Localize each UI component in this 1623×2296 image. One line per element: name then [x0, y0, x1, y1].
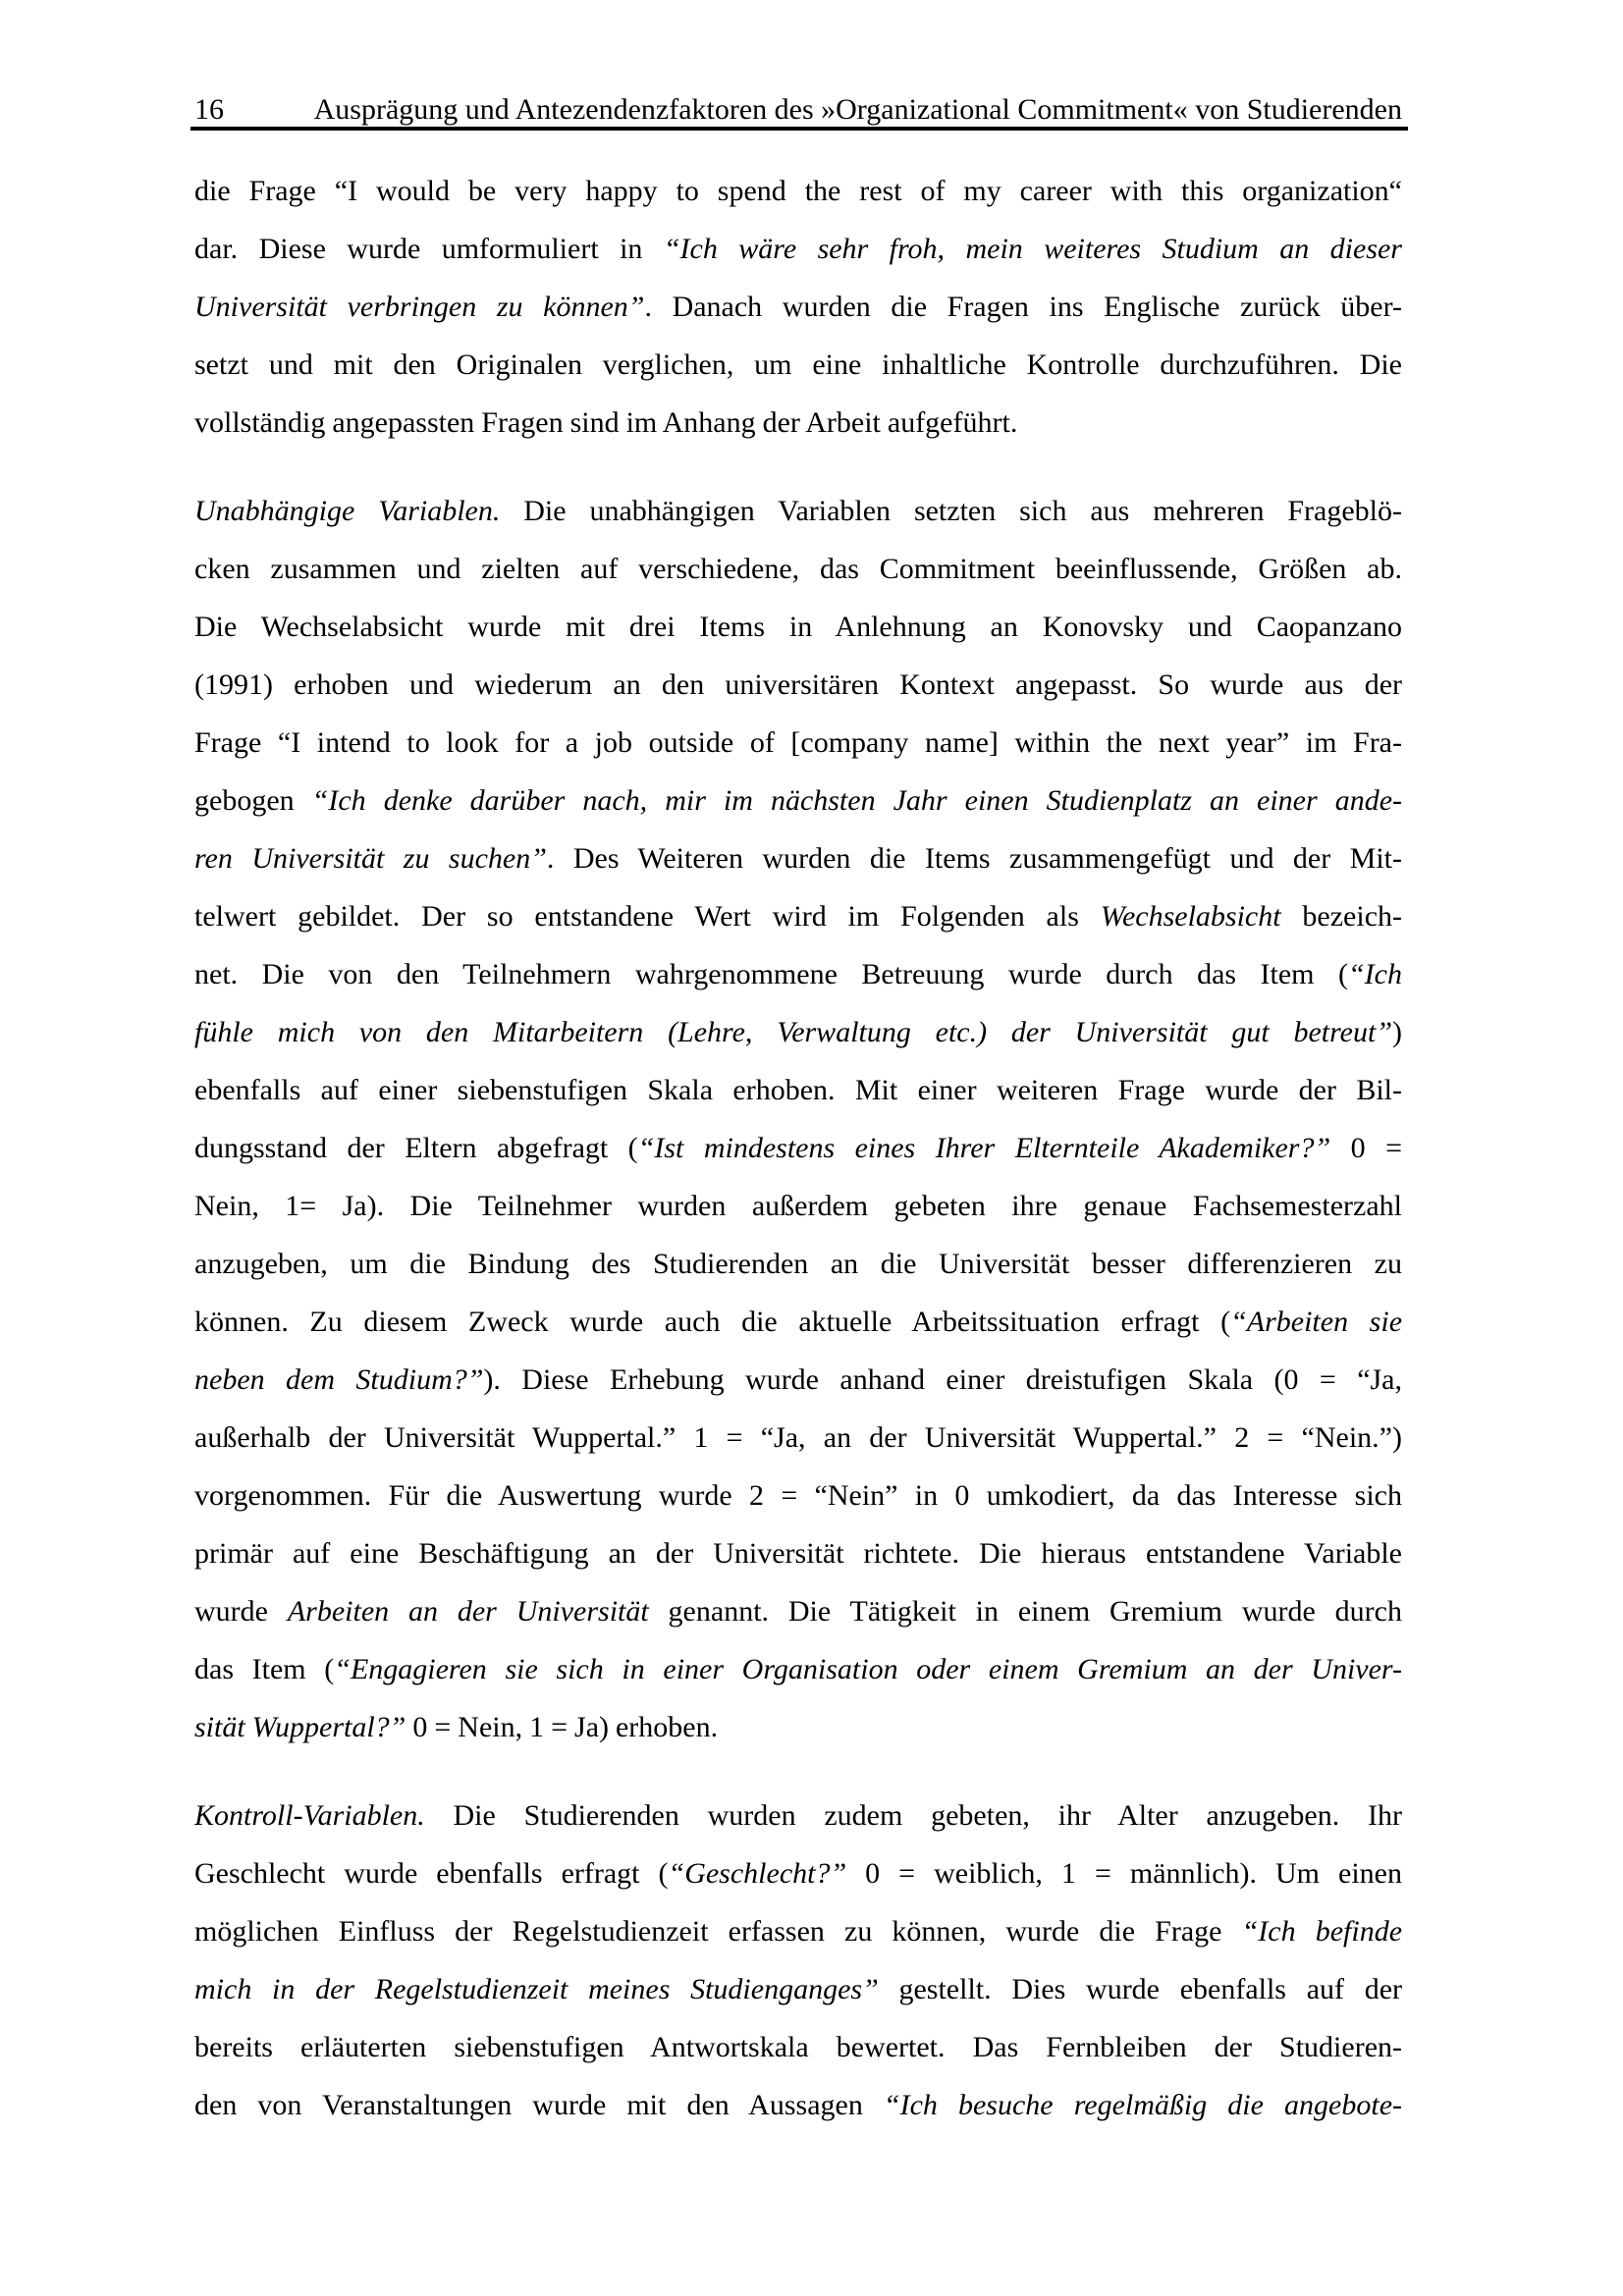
italic-text-segment: neben dem Studium?”	[194, 1363, 484, 1396]
text-segment: 0 =	[1330, 1132, 1402, 1164]
text-line	[194, 1351, 1402, 1409]
running-head: Ausprägung und Antezendenzfaktoren des »Organizational Commitment« von Studierenden	[313, 93, 1402, 126]
text-line	[194, 1235, 1402, 1293]
italic-text-segment: Unabhängige Variablen.	[194, 495, 501, 527]
paragraph-p2	[194, 482, 1402, 1756]
text-segment: net. Die von den Teilnehmern wahrgenommene Betreuung wurde durch das Item (	[194, 958, 1348, 990]
text-segment: (1991) erhoben und wiederum an den universitären Kontext angepasst. So wurde aus der	[194, 668, 1402, 701]
text-segment: außerhalb der Universität Wuppertal.” 1 = “Ja, an der Universität Wuppertal.” 2 = “Nein.”)	[194, 1421, 1402, 1454]
text-line	[194, 1467, 1402, 1524]
text-line	[194, 714, 1402, 772]
text-segment: möglichen Einfluss der Regelstudienzeit erfassen zu können, wurde die Frage	[194, 1915, 1242, 1948]
text-segment: vollständig angepassten Fragen sind im Anhang der Arbeit aufgeführt.	[194, 406, 1018, 439]
italic-text-segment: Kontroll-Variablen.	[194, 1799, 425, 1832]
text-segment: dungsstand der Eltern abgefragt (	[194, 1132, 638, 1164]
text-segment: telwert gebildet. Der so entstandene Wert wird im Folgenden als	[194, 900, 1101, 933]
italic-text-segment: ren Universität zu suchen”	[194, 842, 547, 875]
italic-text-segment: Universität verbringen zu können”	[194, 291, 645, 323]
text-segment: Geschlecht wurde ebenfalls erfragt (	[194, 1857, 669, 1890]
italic-text-segment: “Ich wäre sehr froh, mein weiteres Studium an dieser	[663, 233, 1402, 265]
text-segment: den von Veranstaltungen wurde mit den Aussagen	[194, 2089, 884, 2121]
text-segment: gestellt. Dies wurde ebenfalls auf der	[878, 1973, 1402, 2005]
text-segment: 0 = weiblich, 1 = männlich). Um einen	[846, 1857, 1402, 1890]
italic-text-segment: fühle mich von den Mitarbeitern (Lehre, Verwaltung etc.) der Universität gut betreut”	[194, 1016, 1392, 1048]
italic-text-segment: “Engagieren sie sich in einer Organisation oder einem Gremium an der Univer-	[334, 1653, 1402, 1685]
text-segment: vorgenommen. Für die Auswertung wurde 2 = “Nein” in 0 umkodiert, da das Interesse sich	[194, 1479, 1402, 1512]
italic-text-segment: “Ich besuche regelmäßig die angebote-	[883, 2089, 1402, 2121]
text-line	[194, 1061, 1402, 1119]
italic-text-segment: “Geschlecht?”	[668, 1857, 847, 1890]
text-line	[194, 887, 1402, 945]
text-segment: Frage “I intend to look for a job outside of [company name] within the next year” im Fra-	[194, 726, 1402, 759]
text-line	[194, 1787, 1402, 1844]
text-line	[194, 1844, 1402, 1902]
page-number: 16	[194, 93, 224, 126]
text-segment: setzt und mit den Originalen verglichen, um eine inhaltliche Kontrolle durchzuführen. Die	[194, 348, 1402, 381]
italic-text-segment: Wechselabsicht	[1100, 900, 1281, 933]
text-segment: primär auf eine Beschäftigung an der Universität richtete. Die hieraus entstandene Variable	[194, 1537, 1402, 1570]
text-segment: dar. Diese wurde umformuliert in	[194, 233, 664, 265]
italic-text-segment: mich in der Regelstudienzeit meines Studienganges”	[194, 1973, 879, 2005]
text-segment: das Item (	[194, 1653, 335, 1685]
text-line	[194, 394, 1402, 452]
text-line	[194, 945, 1402, 1003]
page-header	[194, 92, 1402, 128]
text-segment: )	[1392, 1016, 1402, 1048]
text-segment: . Danach wurden die Fragen ins Englische zurück über-	[644, 291, 1402, 323]
text-line	[194, 162, 1402, 220]
text-segment: können. Zu diesem Zweck wurde auch die aktuelle Arbeitssituation erfragt (	[194, 1306, 1231, 1338]
text-segment: Die Studierenden wurden zudem gebeten, ihr Alter anzugeben. Ihr	[424, 1799, 1402, 1832]
text-segment: genannt. Die Tätigkeit in einem Gremium wurde durch	[648, 1595, 1402, 1628]
text-line	[194, 1960, 1402, 2018]
text-segment: wurde	[194, 1595, 288, 1628]
text-line	[194, 829, 1402, 887]
text-line	[194, 1640, 1402, 1698]
text-line	[194, 1698, 1402, 1756]
text-line	[194, 2018, 1402, 2076]
text-segment: die Frage “I would be very happy to spend the rest of my career with this organization“	[194, 175, 1402, 207]
header-rule	[190, 127, 1408, 131]
text-segment: gebogen	[194, 784, 312, 817]
text-segment: ebenfalls auf einer siebenstufigen Skala erhoben. Mit einer weiteren Frage wurde der Bil-	[194, 1074, 1402, 1106]
paragraph-p1	[194, 162, 1402, 452]
text-line	[194, 2076, 1402, 2134]
text-line	[194, 1902, 1402, 1960]
italic-text-segment: “Ich befinde	[1241, 1915, 1402, 1948]
text-segment: Nein, 1= Ja). Die Teilnehmer wurden außerdem gebeten ihre genaue Fachsemesterzahl	[194, 1190, 1402, 1222]
text-line	[194, 1177, 1402, 1235]
text-line	[194, 336, 1402, 394]
italic-text-segment: sität Wuppertal?”	[194, 1711, 406, 1743]
document-body	[194, 162, 1402, 2164]
text-segment: 0 = Nein, 1 = Ja) erhoben.	[406, 1711, 719, 1743]
text-segment: . Des Weiteren wurden die Items zusammengefügt und der Mit-	[546, 842, 1402, 875]
text-line	[194, 772, 1402, 829]
text-line	[194, 1582, 1402, 1640]
text-line	[194, 1003, 1402, 1061]
text-line	[194, 656, 1402, 714]
text-line	[194, 220, 1402, 278]
text-line	[194, 598, 1402, 656]
italic-text-segment: Arbeiten an der Universität	[287, 1595, 649, 1628]
text-segment: anzugeben, um die Bindung des Studierenden an die Universität besser differenzieren zu	[194, 1248, 1402, 1280]
text-line	[194, 482, 1402, 540]
text-segment: Die Wechselabsicht wurde mit drei Items in Anlehnung an Konovsky und Caopanzano	[194, 611, 1402, 643]
italic-text-segment: “Ist mindestens eines Ihrer Elternteile Akademiker?”	[637, 1132, 1331, 1164]
text-line	[194, 1293, 1402, 1351]
text-segment: cken zusammen und zielten auf verschiedene, das Commitment beeinflussende, Größen ab.	[194, 553, 1402, 585]
text-line	[194, 1524, 1402, 1582]
text-line	[194, 540, 1402, 598]
text-line	[194, 1409, 1402, 1467]
text-segment: Die unabhängigen Variablen setzten sich aus mehreren Frageblö-	[500, 495, 1402, 527]
text-line	[194, 278, 1402, 336]
text-segment: bezeich-	[1280, 900, 1402, 933]
italic-text-segment: “Arbeiten sie	[1230, 1306, 1402, 1338]
text-segment: bereits erläuterten siebenstufigen Antwortskala bewertet. Das Fernbleiben der Studieren-	[194, 2031, 1402, 2063]
text-segment: ). Diese Erhebung wurde anhand einer dreistufigen Skala (0 = “Ja,	[483, 1363, 1402, 1396]
italic-text-segment: “Ich denke darüber nach, mir im nächsten Jahr einen Studienplatz an einer ande-	[311, 784, 1402, 817]
text-line	[194, 1119, 1402, 1177]
italic-text-segment: “Ich	[1348, 958, 1402, 990]
paragraph-p3	[194, 1787, 1402, 2134]
